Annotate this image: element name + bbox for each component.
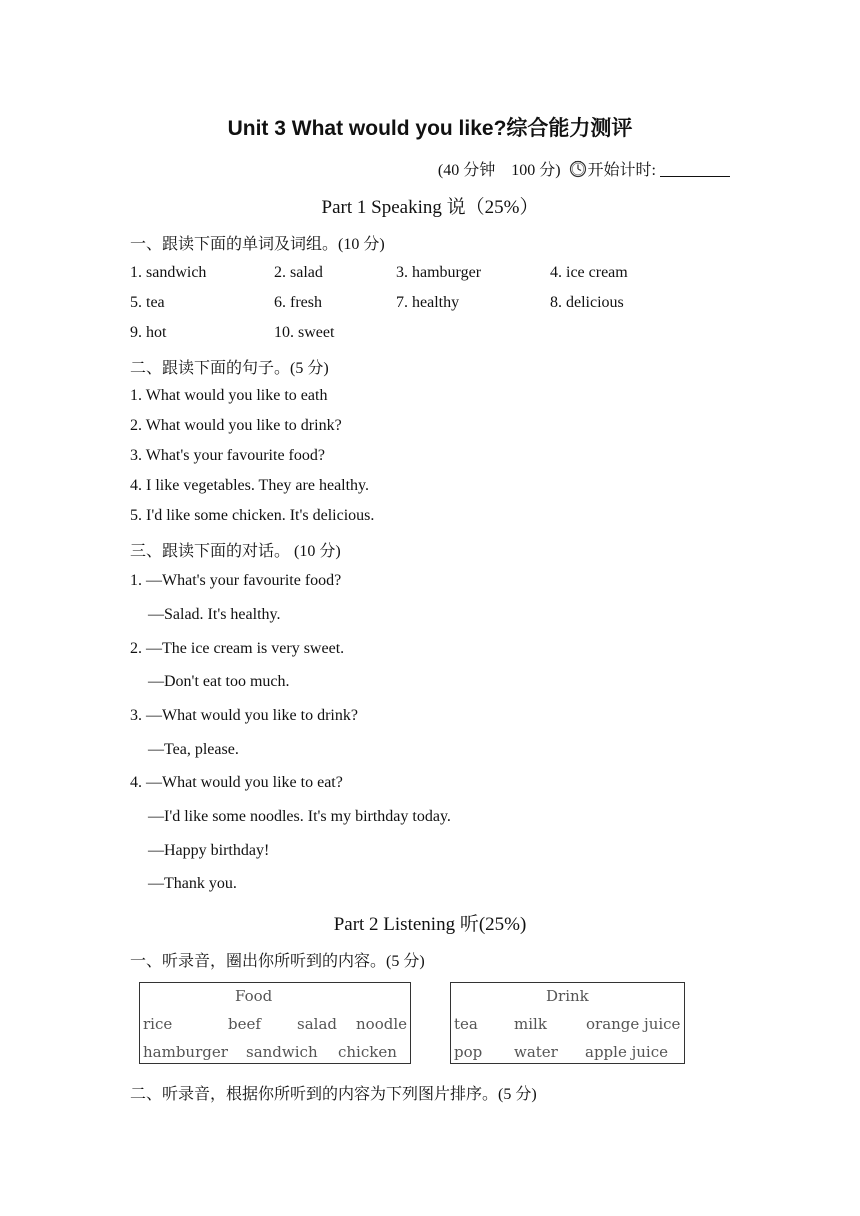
sentence-item: 3. What's your favourite food? — [130, 447, 325, 464]
dialogue-line: —Happy birthday! — [148, 842, 270, 859]
dialogue-line: 3. —What would you like to drink? — [130, 707, 358, 724]
sentence-item: 4. I like vegetables. They are healthy. — [130, 477, 370, 494]
dialogue-line: —I'd like some noodles. It's my birthday today. — [148, 808, 451, 825]
word-item: 9. hot — [130, 324, 167, 341]
drink-word[interactable]: tea — [454, 1015, 478, 1033]
food-word[interactable]: chicken — [338, 1043, 397, 1061]
part1-sec2-title: 二、跟读下面的句子。(5 分) — [130, 360, 329, 377]
food-word-box — [139, 982, 411, 1064]
drink-word[interactable]: apple juice — [585, 1043, 668, 1061]
word-item: 6. fresh — [274, 294, 322, 311]
part1-sec3-title: 三、跟读下面的对话。 (10 分) — [130, 543, 341, 560]
test-meta — [438, 157, 730, 180]
word-item: 1. sandwich — [130, 264, 207, 281]
start-time-blank[interactable] — [660, 162, 730, 177]
dialogue-line: —Tea, please. — [148, 741, 239, 758]
time-score: (40 分钟 100 分) — [437, 162, 561, 179]
drink-word[interactable]: pop — [454, 1043, 483, 1061]
clock-icon — [569, 160, 587, 178]
dialogue-line: 1. —What's your favourite food? — [130, 572, 342, 589]
part1-heading: Part 1 Speaking 说（25%） — [321, 197, 539, 218]
food-word[interactable]: salad — [297, 1015, 337, 1033]
drink-word[interactable]: milk — [514, 1015, 547, 1033]
part2-sec1-title: 一、听录音，圈出你所听到的内容。(5 分) — [130, 953, 425, 970]
drink-word-box — [450, 982, 685, 1064]
word-item: 7. healthy — [396, 294, 460, 311]
sentence-item: 1. What would you like to eath — [130, 387, 328, 404]
dialogue-line: 4. —What would you like to eat? — [130, 774, 343, 791]
food-header: Food — [235, 987, 273, 1005]
word-item: 4. ice cream — [550, 264, 628, 281]
food-word[interactable]: sandwich — [246, 1043, 318, 1061]
food-word[interactable]: noodle — [356, 1015, 407, 1033]
word-item: 3. hamburger — [396, 264, 482, 281]
food-word[interactable]: rice — [143, 1015, 173, 1033]
food-word[interactable]: beef — [228, 1015, 261, 1033]
drink-word[interactable]: water — [514, 1043, 558, 1061]
dialogue-line: —Thank you. — [148, 875, 237, 892]
page-title: Unit 3 What would you like?综合能力测评 — [227, 117, 633, 140]
word-item: 8. delicious — [550, 294, 624, 311]
drink-word[interactable]: orange juice — [586, 1015, 681, 1033]
word-item: 5. tea — [130, 294, 165, 311]
word-item: 10. sweet — [274, 324, 335, 341]
part2-heading: Part 2 Listening 听(25%) — [333, 914, 527, 935]
dialogue-line: —Salad. It's healthy. — [148, 606, 281, 623]
drink-header: Drink — [546, 987, 589, 1005]
part1-sec1-title: 一、跟读下面的单词及词组。(10 分) — [130, 236, 385, 253]
dialogue-line: 2. —The ice cream is very sweet. — [130, 640, 345, 657]
sentence-item: 5. I'd like some chicken. It's delicious. — [130, 507, 375, 524]
start-time-label: 开始计时: — [587, 162, 656, 179]
dialogue-line: —Don't eat too much. — [148, 673, 290, 690]
sentence-item: 2. What would you like to drink? — [130, 417, 342, 434]
part2-sec2-title: 二、听录音，根据你所听到的内容为下列图片排序。(5 分) — [130, 1086, 537, 1103]
word-item: 2. salad — [274, 264, 323, 281]
food-word[interactable]: hamburger — [143, 1043, 228, 1061]
